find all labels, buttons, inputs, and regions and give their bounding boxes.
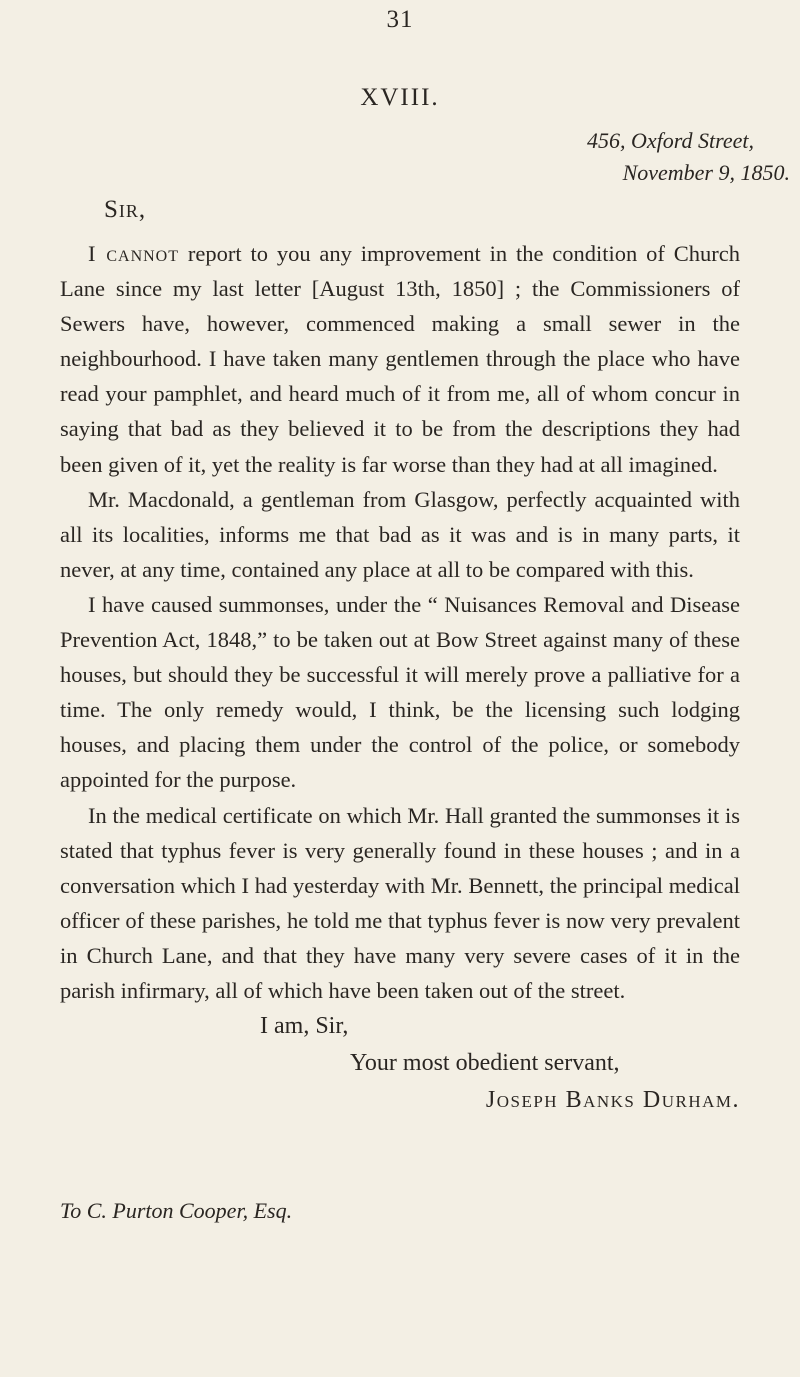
address-street: 456, Oxford Street, <box>586 128 754 153</box>
paragraph-text: Mr. Macdonald, a gentleman from Glasgow, perfectly acquainted with all its localities, informs me that bad as it was and is in many parts, it never, at any time, contained any place at all to be compared with this. <box>60 486 740 582</box>
closing-line: I am, Sir, <box>260 1013 349 1039</box>
paragraph-lead: I cannot <box>88 241 180 266</box>
section-number: XVIII. <box>360 84 440 111</box>
letter-body <box>60 236 740 1008</box>
paragraph <box>60 798 740 1009</box>
paragraph-text: I have caused summonses, under the “ Nuisances Removal and Disease Prevention Act, 1848,” to be taken out at Bow Street against many of these houses, but should they be successful it will merely prove a palliative for a time. The only remedy would, I think, be the licensing such lodging houses, and placing them under the control of the police, or somebody appointed for the purpose. <box>60 591 740 793</box>
paragraph-text: report to you any improvement in the condition of Church Lane since my last letter [August 13th, 1850] ; the Commissioners of Sewers have, however, commenced making a small sewer in the neighbourhood. I have taken many gentlemen through the place who have read your pamphlet, and heard much of it from me, all of whom concur in saying that bad as they believed it to be from the descriptions they had been given of it, yet the reality is far worse than they had at all imagined. <box>60 241 740 477</box>
page-number: 31 <box>386 6 414 33</box>
paragraph-text: In the medical certificate on which Mr. Hall granted the summonses it is stated that typhus fever is very generally found in these houses ; and in a conversation which I had yesterday with Mr. Bennett, the principal medical officer of these parishes, he told me that typhus fever is now very prevalent in Church Lane, and that they have many very severe cases of it in the parish infirmary, all of which have been taken out of the street. <box>60 802 740 1003</box>
paragraph <box>60 236 740 482</box>
sender-address <box>0 125 790 189</box>
salutation: Sir, <box>104 196 147 223</box>
closing-line: Your most obedient servant, <box>350 1050 620 1076</box>
letter-closing <box>60 1008 740 1119</box>
recipient: To C. Purton Cooper, Esq. <box>60 1198 293 1223</box>
paragraph <box>60 482 740 587</box>
signature: Joseph Banks Durham. <box>485 1087 740 1113</box>
paragraph <box>60 587 740 798</box>
address-date: November 9, 1850. <box>622 160 790 185</box>
